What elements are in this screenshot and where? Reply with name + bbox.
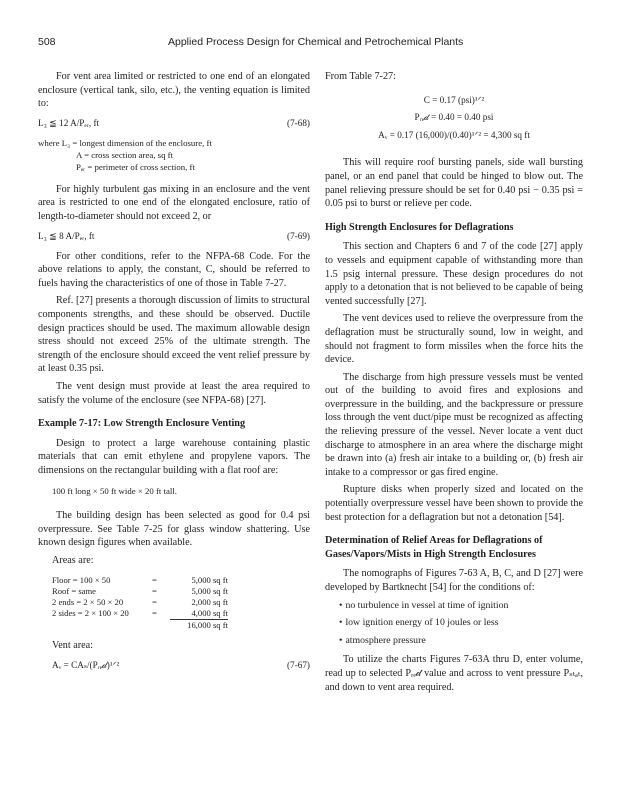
section-heading: High Strength Enclosures for Deflagrations [325, 221, 514, 233]
paragraph: The building design has been selected as good for 0.4 psi overpressure. See Table 7-25 for glass window shattering. Use known design figures when available. [38, 510, 310, 549]
where-line: A = cross section area, sq ft [76, 149, 174, 160]
paragraph: To utilize the charts Figures 7-63A thru D, enter volume, read up to selected Pᵣₑ𝒹 value and across to vent pressure Pₛₜₐₜ, and down to vent area required. [325, 654, 583, 693]
where-line: Pₑᵣ = perimeter of cross section, ft [76, 161, 195, 172]
calc-line: C = 0.17 (psi)¹ᐟ² [423, 94, 485, 105]
building-dimensions: 100 ft long × 50 ft wide × 20 ft tall. [52, 486, 177, 497]
area-eq: = [152, 597, 157, 608]
equation-7-68 [38, 117, 310, 131]
area-label: 2 ends = 2 × 50 × 20 [52, 597, 124, 608]
where-block [38, 137, 310, 173]
paragraph: From Table 7-27: [325, 71, 396, 82]
section-heading: Determination of Relief Areas for Deflagrations of Gases/Vapors/Mists in High Strength Enclosures [325, 535, 543, 560]
vent-area-label: Vent area: [52, 640, 94, 652]
table-row [52, 586, 310, 597]
paragraph: This will require roof bursting panels, side wall bursting panel, or an end panel that could be hinged to blow out. The panel relieving pressure should be set for 0.40 psi − 0.35 psi = 0.05 psi to burst or relieve per code. [325, 157, 583, 210]
equation-number: (7-67) [287, 660, 310, 671]
paragraph: Design to protect a large warehouse containing plastic materials that can emit ethylene and propylene vapors. The dimensions on the rectangular building with a flat roof are: [38, 437, 310, 476]
where-line: where L₃ = longest dimension of the enclosure, ft [38, 137, 212, 148]
calc-line: Aᵥ = 0.17 (16,000)/(0.40)¹ᐟ² = 4,300 sq ft [378, 129, 530, 140]
area-value: 5,000 sq ft [191, 575, 228, 586]
right-column [325, 70, 583, 698]
area-value: 5,000 sq ft [191, 586, 228, 597]
left-column [38, 70, 310, 679]
area-value: 4,000 sq ft [170, 608, 228, 620]
area-label: Roof = same [52, 586, 96, 597]
paragraph: For other conditions, refer to the NFPA-68 Code. For the above relations to apply, the constant, C, should be referred to fuels having the characteristics of one of those in Table 7-27. [38, 250, 310, 289]
area-label: 2 sides = 2 × 100 × 20 [52, 608, 129, 619]
paragraph: Ref. [27] presents a thorough discussion of limits to structural components strengths, and these should be observed. Ductile design practices should be used. The maximum allowable design stress should not exceed 25% of the ultimate strength. The strength of the enclosure should exceed the vent relief pressure by at least 0.35 psi. [38, 295, 310, 375]
page-header [38, 36, 579, 50]
paragraph: The nomographs of Figures 7-63 A, B, C, and D [27] were developed by Bartknecht [54] for the conditions of: [325, 568, 583, 593]
area-eq: = [152, 575, 157, 586]
paragraph: This section and Chapters 6 and 7 of the code [27] apply to vessels and equipment capable of withstanding more than 1.5 psig internal pressure. These design procedures do not apply to a detonation that is not believed to be capable of being vented successfully [27]. [325, 241, 584, 307]
example-heading: Example 7-17: Low Strength Enclosure Venting [38, 418, 246, 430]
area-eq: = [152, 586, 157, 597]
equation-text: Aᵥ = CAₛ/(Pᵣₑ𝒹)¹ᐟ² [52, 660, 120, 671]
paragraph: The vent design must provide at least the area required to satisfy the volume of the enclosure (see NFPA-68) [27]. [38, 380, 310, 406]
equation-text: L₃ ≦ 12 A/Pₑᵣ, ft [38, 117, 100, 128]
table-row [52, 575, 310, 586]
paragraph: Rupture disks when properly sized and located on the potentially overpressure vessel have been shown to provide the best protection for a deflagration but not a detonation [54]. [325, 484, 583, 523]
area-label: Floor = 100 × 50 [52, 575, 111, 586]
paragraph: The discharge from high pressure vessels must be vented out of the building to avoid fires and explosions and overpressure in the building, and the backpressure or pressure loss through the vent duct/pipe must be recognized as affecting the relieving pressure of the vessel. Never locate a vent duct discharge to atmosphere in an area where the discharge might be drawn into (a) fresh air intake to a building or, (b) fresh air intake to a compressor or gas fired engine. [325, 371, 583, 478]
areas-table [52, 575, 310, 631]
table-row [52, 597, 310, 608]
conditions-list [325, 599, 583, 648]
areas-label: Areas are: [52, 554, 94, 566]
list-item: • low ignition energy of 10 joules or less [339, 616, 583, 630]
list-item: • no turbulence in vessel at time of ignition [339, 599, 583, 613]
table-total-row [52, 620, 310, 631]
calc-line: Pᵣₑ𝒹 = 0.40 = 0.40 psi [414, 112, 494, 123]
equation-number: (7-69) [287, 230, 310, 241]
page-number: 508 [38, 36, 56, 48]
equation-text: L₃ ≦ 8 A/Pₑᵣ, ft [38, 230, 95, 241]
area-eq: = [152, 608, 157, 619]
equation-7-69 [38, 230, 310, 244]
equation-7-67 [52, 659, 310, 673]
paragraph: For highly turbulent gas mixing in an enclosure and the vent area is restricted to one end of the elongated enclosure, ratio of length-to-diameter should not exceed 2, or [38, 183, 310, 222]
running-title: Applied Process Design for Chemical and Petrochemical Plants [168, 36, 464, 48]
area-value: 2,000 sq ft [191, 597, 228, 608]
area-total: 16,000 sq ft [187, 620, 228, 631]
table-row [52, 608, 310, 620]
equation-number: (7-68) [287, 117, 310, 128]
paragraph: For vent area limited or restricted to one end of an elongated enclosure (vertical tank, silo, etc.), the venting equation is limited to: [38, 71, 310, 110]
list-item: • atmosphere pressure [339, 634, 583, 648]
paragraph: The vent devices used to relieve the overpressure from the deflagration must be structurally sound, low in weight, and should not fragment to form missiles when the force hits the device. [325, 313, 583, 366]
